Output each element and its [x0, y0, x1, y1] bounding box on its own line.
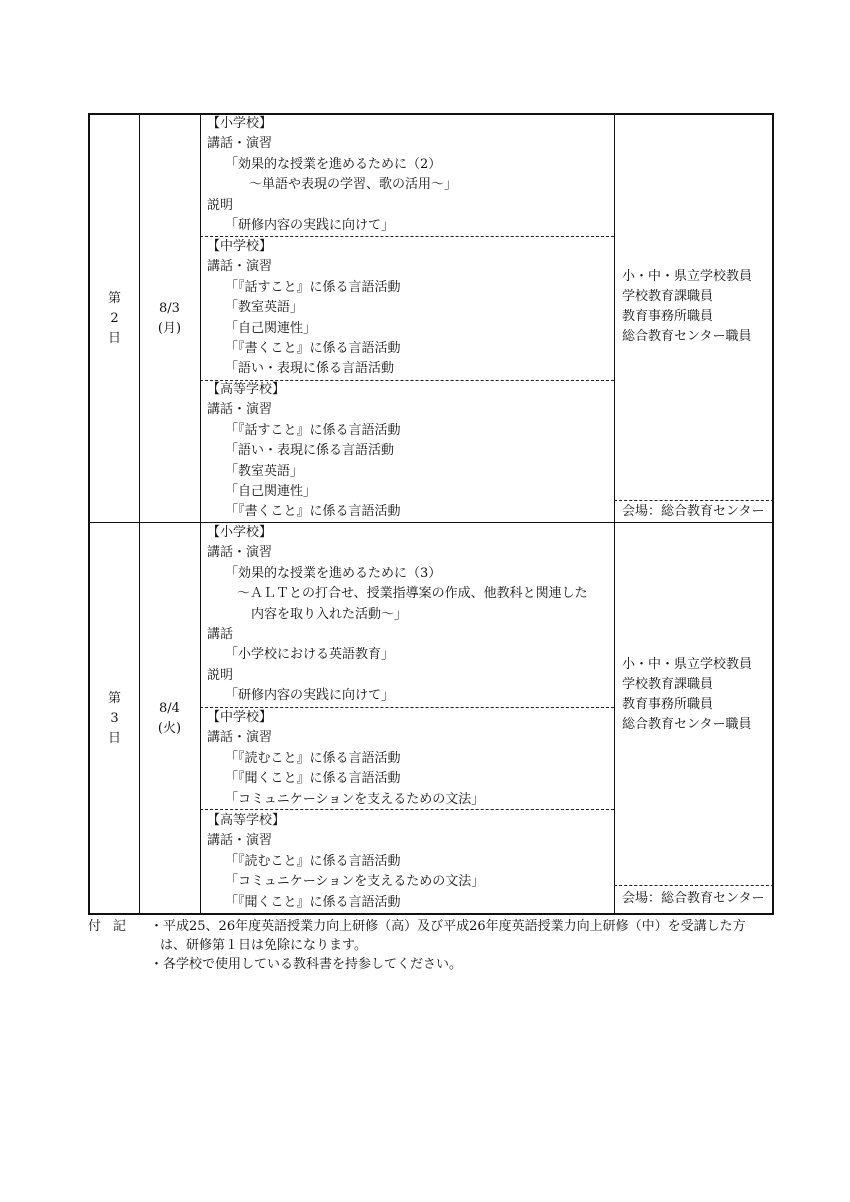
section-elementary-day3: 【小学校】 講話・演習 「効果的な授業を進めるために（3） 〜ＡＬＴとの打合せ、授業指導案の作成、他教科と関連した 内容を取り入れた活動〜」 講話 「小学校における英語教育」 説明 「研修内容の実践に向けて」 — [207, 525, 588, 704]
date-cell-day3 — [139, 522, 200, 915]
staff-list-day3: 小・中・県立学校教員 学校教育課職員 教育事務所職員 総合教育センター職員 — [622, 657, 753, 732]
day-label-day3: 第 3 日 — [107, 690, 121, 746]
note-item: ・平成25、26年度英語授業力向上研修（高）及び平成26年度英語授業力向上研修（中）を受講した方 — [150, 919, 746, 934]
section-high-school-day3: 【高等学校】 講話・演習 「『読むこと』に係る言語活動 「コミュニケーションを支えるための文法」 「『聞くこと』に係る言語活動 — [207, 813, 485, 910]
column-divider — [614, 115, 615, 913]
schedule-table — [88, 113, 774, 915]
notes — [88, 917, 788, 974]
date-text: 8/4 — [159, 700, 180, 716]
section-elementary-day2: 【小学校】 講話・演習 「効果的な授業を進めるために（2） 〜単語や表現の学習、歌の活用〜」 説明 「研修内容の実践に向けて」 — [207, 116, 458, 234]
column-divider — [200, 115, 201, 913]
notes-label: 付記 — [88, 919, 139, 934]
weekday-text: (月) — [157, 320, 182, 336]
staff-list-day2: 小・中・県立学校教員 学校教育課職員 教育事務所職員 総合教育センター職員 — [622, 269, 753, 344]
weekday-text: (火) — [157, 720, 182, 736]
date-cell-day2 — [139, 115, 200, 522]
section-high-school-day2: 【高等学校】 講話・演習 「『話すこと』に係る言語活動 「語い・表現に係る言語活動 「教室英語」 「自己関連性」 「『書くこと』に係る言語活動 — [207, 382, 401, 520]
venue-day3: 会場：総合教育センター — [622, 891, 765, 906]
note-item: ・各学校で使用している教科書を持参してください。 — [150, 957, 463, 972]
day-label-day2: 第 2 日 — [107, 290, 121, 346]
note-item-continuation: は、研修第１日は免除になります。 — [160, 938, 367, 953]
venue-divider — [614, 885, 774, 886]
date-text: 8/3 — [159, 300, 180, 316]
venue-day2: 会場：総合教育センター — [622, 504, 765, 519]
section-junior-high-day2: 【中学校】 講話・演習 「『話すこと』に係る言語活動 「教室英語」 「自己関連性」 「『書くこと』に係る言語活動 「語い・表現に係る言語活動 — [207, 239, 401, 377]
section-junior-high-day3: 【中学校】 講話・演習 「『読むこと』に係る言語活動 「『聞くこと』に係る言語活動 「コミュニケーションを支えるための文法」 — [207, 710, 485, 807]
venue-divider — [614, 500, 774, 501]
